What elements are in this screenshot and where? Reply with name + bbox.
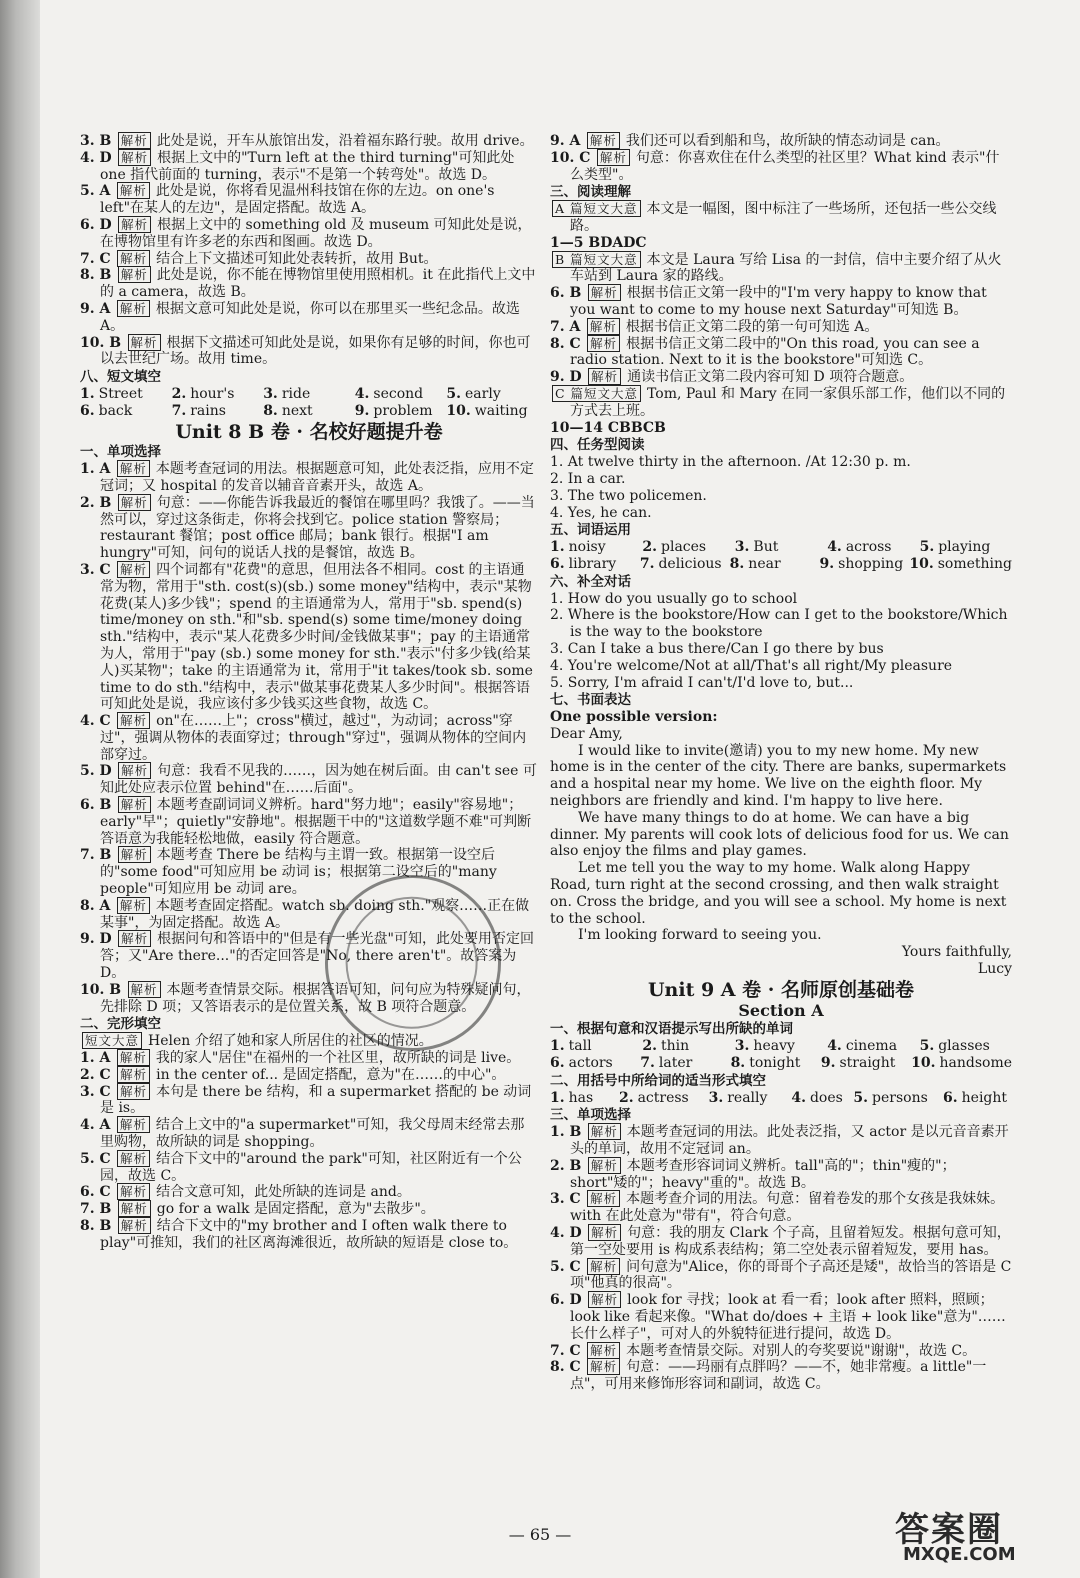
item-number: 4. C (80, 713, 111, 730)
grid-number: 9. (354, 402, 370, 419)
grid-number: 1. (550, 1038, 565, 1055)
item-text: 本题考查副词词义辨析。hard"努力地"；easily"容易地"；early"早"；quietly"安静地"。根据题干中的"这道数学题不难"可判断答语意为我能轻松地做，easily 符合题意。 (100, 797, 532, 847)
item-text: 我的家人"居住"在福州的一个社区里，故所缺的词是 live。 (155, 1050, 521, 1067)
analysis-tag: 解析 (587, 1358, 620, 1375)
item-number: 5. D (80, 763, 112, 780)
analysis-tag: 解析 (587, 1190, 620, 1207)
grid-number: 2. (642, 539, 658, 556)
analysis-tag: 解析 (587, 1258, 620, 1275)
letter-signature: Lucy (977, 961, 1012, 978)
answer-key: 10—14 CBBCB (550, 419, 666, 436)
grid-answer: 5. playing (919, 539, 991, 556)
item-number: 3. C (80, 1083, 111, 1100)
answer-list (80, 133, 538, 368)
grid-number: 3. (708, 1089, 724, 1106)
answer-item (550, 1158, 1012, 1192)
page-number: — 65 — (508, 1525, 572, 1544)
section-heading: 三、阅读理解 (550, 184, 631, 201)
analysis-tag: 解析 (118, 132, 151, 149)
item-text: 根据下文描述可知此处是说，如果你有足够的时间，你也可以去世纪广场。故用 time。 (100, 334, 531, 368)
summary-text: Tom, Paul 和 Mary 在同一家俱乐部工作，他们以不同的方式去上班。 (570, 385, 1006, 419)
answer-item (550, 336, 1012, 370)
item-text: 本题考查冠词的用法。根据题意可知，此处表泛指，应用不定冠词；又 hospital 的发音以辅音音素开头，故选 A。 (100, 461, 534, 494)
item-number: 9. A (550, 133, 581, 149)
word-answers-row (550, 1090, 1012, 1107)
answer-item (80, 1218, 538, 1252)
grid-answer: 10. something (909, 555, 1012, 572)
analysis-tag: 解析 (117, 460, 150, 477)
item-text: 此处是说，开车从旅馆出发，沿着福东路行驶。故用 drive。 (156, 133, 534, 149)
grid-answer: 7. later (640, 1055, 693, 1072)
grid-answer: 3. really (708, 1089, 768, 1106)
item-text: 句意：你喜欢住在什么类型的社区里？What kind 表示"什么类型"。 (570, 149, 1000, 183)
item-number: 8. B (80, 1218, 112, 1234)
summary-tag: B 篇短文大意 (552, 251, 641, 268)
grid-number: 4. (354, 385, 370, 402)
grid-answer: 5. glasses (919, 1038, 990, 1055)
item-number: 1. A (80, 461, 111, 478)
item-number: 7. B (80, 847, 112, 864)
grid-number: 2. (642, 1038, 658, 1055)
grid-number: 3. (734, 539, 750, 556)
grid-answer: 1. tall (550, 1038, 592, 1055)
item-number: 4. A (80, 1117, 111, 1134)
grid-answer: 2. actress (618, 1089, 689, 1106)
item-number: 3. C (80, 561, 111, 578)
analysis-tag: 解析 (117, 897, 150, 914)
item-number: 7. A (550, 318, 581, 335)
grid-answer: 9. straight (820, 1055, 896, 1072)
item-text: 句意：——玛丽有点胖吗？——不，她非常瘦。a little"一点"，可用来修饰形容词和副词，故选 C。 (570, 1359, 987, 1393)
watermark-brand: 答案圈 (895, 1510, 1003, 1550)
section-heading: 五、词语运用 (550, 522, 631, 539)
item-text: on"在……上"；cross"横过，越过"，为动词；across"穿过"，强调从物体的表面穿过；through"穿过"，强调从物体的空间内部穿过。 (100, 713, 527, 763)
answer-item (80, 1184, 538, 1201)
item-number: 8. C (550, 1359, 581, 1376)
item-text: 本题考查情景交际。根据答语可知，问句应为特殊疑问句，先排除 D 项；又答语表示的是位置关系，故 B 项符合题意。 (100, 981, 531, 1015)
grid-answer: 8. next (263, 402, 313, 419)
answer-item (80, 847, 538, 897)
analysis-tag: 解析 (117, 182, 150, 199)
grid-number: 1. (550, 1089, 565, 1106)
grid-number: 4. (791, 1089, 806, 1106)
grid-number: 9. (820, 1055, 836, 1072)
section-heading: 六、补全对话 (550, 573, 631, 590)
item-text: 根据问句和答语中的"但是有一些光盘"可知，此处要用否定回答；又"Are there..."的否定回答是"No, there aren't"。故答案为 D。 (100, 931, 534, 982)
word-answers-row (550, 1055, 1012, 1072)
fill-answers-row (80, 386, 538, 403)
answer-item (80, 251, 538, 268)
analysis-tag: 解析 (117, 1066, 150, 1083)
book-binding (0, 0, 40, 1578)
item-number: 4. D (80, 149, 112, 166)
item-number: 10. B (80, 334, 122, 351)
item-text: 根据书信正文第二段的第一句可知选 A。 (625, 318, 879, 335)
item-number: 6. D (80, 216, 112, 233)
passage-summary (550, 201, 1012, 235)
summary-tag: C 篇短文大意 (552, 385, 641, 402)
answer-line: 3. The two policemen. (550, 487, 707, 504)
answer-item (80, 1084, 538, 1118)
grid-answer: 2. places (642, 539, 707, 556)
analysis-tag: 解析 (588, 1123, 621, 1140)
analysis-tag: 解析 (128, 334, 161, 351)
answer-item (80, 217, 538, 251)
grid-answer: 2. thin (642, 1038, 690, 1055)
grid-number: 6. (943, 1089, 958, 1106)
item-text: 此处是说，你不能在博物馆里使用照相机。it 在此指代上文中的 a camera，故选 B。 (100, 267, 536, 301)
section-heading: 三、单项选择 (550, 1107, 631, 1124)
answer-item (80, 150, 538, 184)
grid-answer: 10. waiting (446, 402, 528, 419)
item-text: 根据书信正文第二段中的"On this road, you can see a radio station. Next to it is the bookstore"可知选 C。 (570, 335, 980, 369)
summary-tag: 短文大意 (82, 1032, 142, 1049)
item-text: 本题考查情景交际。对别人的夸奖要说"谢谢"，故选 C。 (626, 1342, 977, 1359)
grid-number: 7. (640, 1055, 655, 1072)
analysis-tag: 解析 (118, 1200, 151, 1217)
grid-answer: 4. second (354, 385, 424, 402)
summary-text: Helen 介绍了她和家人所居住的社区的情况。 (148, 1033, 433, 1050)
item-text: 句意：——你能告诉我最近的餐馆在哪里吗？我饿了。——当然可以，穿过这条街走，你将会找到它。police station 警察局；restaurant 餐馆；post office 邮局；bank 银行。根据"I am hungry"可知，问句的说话人找的是餐馆，故选 B。 (100, 494, 535, 562)
analysis-tag: 解析 (587, 335, 620, 352)
item-number: 7. C (80, 250, 111, 267)
grid-answer: 8. tonight (730, 1055, 801, 1072)
grid-answer: 3. heavy (734, 1038, 795, 1055)
analysis-tag: 解析 (117, 561, 150, 578)
analysis-tag: 解析 (117, 1049, 150, 1066)
item-text: 本题考查介词的用法。句意：留着卷发的那个女孩是我妹妹。with 在此处意为"带有"，符合句意。 (570, 1191, 1005, 1225)
grid-answer: 6. height (943, 1089, 1008, 1106)
letter-paragraph: We have many things to do at home. We can have a big dinner. My parents will cook lots of delicious food for us. We can also enjoy the films and play games. (550, 809, 1009, 860)
grid-number: 3. (263, 385, 278, 402)
answer-list (550, 1124, 1012, 1393)
watermark-url: MXQE.COM (903, 1544, 1016, 1565)
answer-item (550, 369, 1012, 386)
analysis-tag: 解析 (118, 796, 151, 813)
item-text: 结合下文中的"around the park"可知，社区附近有一个公园，故选 C。 (100, 1150, 522, 1184)
answer-item (550, 1124, 1012, 1158)
answer-item (80, 267, 538, 301)
item-text: in the center of... 是固定搭配，意为"在……的中心"。 (156, 1066, 506, 1083)
item-text: 本题考查形容词词义辨析。tall"高的"；thin"瘦的"；short"矮的"；heavy"重的"。故选 B。 (570, 1157, 956, 1191)
grid-answer: 5. early (446, 385, 501, 402)
word-answers-row (550, 1038, 1012, 1055)
item-text: 此处是说，你将看见温州科技馆在你的左边。on one's left"在某人的左边"，是固定搭配。故选 A。 (100, 183, 495, 217)
item-number: 5. C (550, 1258, 581, 1275)
item-text: 根据文意可知此处是说，你可以在那里买一些纪念品。故选 A。 (100, 300, 520, 334)
answer-line: 2. Where is the bookstore/How can I get to the bookstore/Which is the way to the bookstore (550, 607, 1008, 641)
letter-closing: Yours faithfully, (901, 944, 1012, 961)
answer-list (550, 133, 1012, 183)
item-text: 问句意为"Alice，你的哥哥个子高还是矮"，故恰当的答语是 C 项"他真的很高"。 (570, 1258, 1012, 1292)
grid-answer: 1. Street (80, 385, 143, 402)
grid-number: 5. (446, 385, 462, 402)
analysis-tag: 解析 (587, 132, 620, 149)
grid-answer: 9. problem (354, 402, 433, 419)
analysis-tag: 解析 (117, 300, 150, 317)
grid-answer: 6. back (80, 402, 133, 419)
section-heading: 七、书面表达 (550, 692, 631, 709)
item-number: 5. C (80, 1150, 111, 1167)
left-column (80, 133, 538, 1252)
section-heading: 二、用括号中所给词的适当形式填空 (550, 1072, 766, 1089)
grid-answer: 4. across (827, 539, 892, 556)
analysis-tag: 解析 (117, 1116, 150, 1133)
answer-item (80, 1117, 538, 1151)
answer-line: 2. In a car. (550, 470, 626, 487)
analysis-tag: 解析 (588, 368, 621, 385)
unit-title: Unit 9 A 卷 · 名师原创基础卷 (647, 978, 915, 1001)
answer-item (550, 285, 1012, 319)
answer-item (80, 797, 538, 847)
item-number: 2. B (550, 1157, 582, 1174)
answer-item (550, 1225, 1012, 1259)
analysis-tag: 解析 (118, 762, 151, 779)
grid-answer: 1. noisy (550, 539, 606, 556)
answer-item (80, 335, 538, 369)
task-answers (550, 454, 1012, 521)
item-text: 结合上下文描述可知此处表转折，故用 But。 (156, 250, 438, 267)
grid-answer: 6. actors (550, 1055, 613, 1072)
word-answers-row (550, 556, 1012, 573)
analysis-tag: 解析 (587, 1342, 620, 1359)
item-number: 1. A (80, 1050, 111, 1067)
grid-answer: 7. delicious (639, 555, 722, 572)
analysis-tag: 解析 (118, 494, 151, 511)
item-text: 本题考查固定搭配。watch sb. doing sth."观察……正在做某事"，为固定搭配。故选 A。 (100, 897, 530, 931)
analysis-tag: 解析 (117, 1083, 150, 1100)
answer-item (550, 150, 1012, 184)
analysis-tag: 解析 (128, 981, 161, 998)
item-number: 3. B (80, 133, 112, 149)
item-text: 本句是 there be 结构，和 a supermarket 搭配的 be 动词是 is。 (100, 1083, 532, 1117)
letter-paragraph: I'm looking forward to seeing you. (578, 927, 822, 944)
answer-item (550, 1259, 1012, 1293)
grid-number: 8. (729, 555, 745, 572)
analysis-tag: 解析 (117, 250, 150, 267)
grid-number: 4. (827, 1038, 842, 1055)
answer-item (80, 183, 538, 217)
grid-answer: 8. near (729, 555, 781, 572)
grid-number: 10. (909, 555, 934, 572)
item-number: 9. D (550, 369, 582, 386)
item-number: 3. C (550, 1191, 581, 1208)
item-number: 8. B (80, 267, 112, 284)
sample-letter (550, 709, 1012, 978)
answer-line: 3. Can I take a bus there/Can I go there by bus (550, 640, 884, 657)
grid-number: 4. (827, 539, 842, 556)
grid-answer: 2. hour's (171, 385, 235, 402)
answer-line: 1. At twelve thirty in the afternoon. /At 12:30 p. m. (550, 454, 911, 471)
passage-summary (550, 252, 1012, 286)
grid-number: 9. (819, 555, 835, 572)
grid-answer: 4. cinema (827, 1038, 898, 1055)
answer-item (80, 301, 538, 335)
grid-answer: 9. shopping (819, 555, 904, 572)
item-number: 6. B (550, 285, 582, 302)
answer-item (80, 713, 538, 763)
item-number: 8. C (550, 335, 581, 352)
answer-line: 5. Sorry, I'm afraid I can't/I'd love to, but... (550, 674, 854, 691)
unit-title: Unit 8 B 卷 · 名校好题提升卷 (175, 420, 443, 443)
right-column (550, 133, 1012, 1393)
answer-item (80, 1050, 538, 1067)
grid-answer: 1. has (550, 1089, 594, 1106)
answer-item (80, 1201, 538, 1218)
grid-answer: 7. rains (171, 402, 226, 419)
answer-line: 4. Yes, he can. (550, 504, 652, 521)
answer-list (550, 285, 1012, 386)
answer-line: 1. How do you usually go to school (550, 590, 798, 607)
grid-number: 1. (550, 539, 565, 556)
letter-paragraph: Let me tell you the way to my home. Walk along Happy Road, turn right at the second crossing, and then walk straight on. Cross the bridge, and you will see a school. My home is next to the school. (550, 860, 1007, 927)
grid-number: 5. (919, 539, 935, 556)
item-text: 结合下文中的"my brother and I often walk there to play"可推知，我们的社区离海滩很近，故所缺的短语是 close to。 (100, 1218, 518, 1251)
item-text: 四个词都有"花费"的意思，但用法各不相同。cost 的主语通常为物，常用于"sth. cost(s)(sb.) some money"结构中，表示"某物花费(某人)多少钱"；spend 的主语通常为人，常用于"sb. spend(s) time/money on sth."和"sb. spend(s) some time/money doing sth."结构中，表示"某人花费多少时间/金钱做某事"；pay 的主语通常为人，常用于"pay (sb.) some money for sth."表示"付多少钱(给某人)买某物"；take 的主语通常为 it，常用于"it takes/took sb. some time to do sth."结构中，表示"做某事花费某人多少时间"。根据答语可知此处是说，我应该付多少钱买这些食物，故选 C。 (100, 561, 533, 713)
item-number: 6. C (80, 1184, 111, 1201)
item-text: 句意：我看不见我的……，因为她在树后面。由 can't see 可知此处应表示位置 behind"在……后面"。 (100, 763, 537, 797)
grid-answer: 3. ride (263, 385, 311, 402)
analysis-tag: 解析 (117, 712, 150, 729)
answer-item (80, 562, 538, 713)
item-text: 结合上文中的"a supermarket"可知，我父母周末经常去那里购物，故所缺的词是 shopping。 (100, 1117, 525, 1151)
analysis-tag: 解析 (118, 846, 151, 863)
answer-key: 1—5 BDADC (550, 234, 647, 251)
item-number: 6. B (80, 797, 112, 814)
item-number: 7. C (550, 1342, 581, 1359)
grid-number: 3. (734, 1038, 750, 1055)
analysis-tag: 解析 (117, 1183, 150, 1200)
answer-item (80, 1151, 538, 1185)
summary-text: 本文是一幅图，图中标注了一些场所，还包括一些公交线路。 (570, 201, 997, 234)
answer-item (550, 1191, 1012, 1225)
item-text: go for a walk 是固定搭配，意为"去散步"。 (156, 1201, 435, 1218)
item-text: look for 寻找；look at 看一看；look after 照料，照顾；look like 看起来像。"What do/does + 主语 + look like"意为"……长什么样子"，可对人的外貌特征进行提问，故选 D。 (570, 1292, 1006, 1342)
fill-answers-row (80, 403, 538, 420)
analysis-tag: 解析 (587, 318, 620, 335)
grid-number: 6. (550, 1055, 565, 1072)
item-number: 8. A (80, 897, 111, 914)
analysis-tag: 解析 (597, 149, 630, 166)
grid-answer: 4. does (791, 1089, 843, 1106)
section-heading: 二、完形填空 (80, 1016, 161, 1033)
grid-number: 6. (80, 402, 95, 419)
grid-number: 2. (171, 385, 187, 402)
item-text: 本题考查冠词的用法。此处表泛指，又 actor 是以元音音素开头的单词，故用不定冠词 an。 (570, 1124, 1009, 1158)
analysis-tag: 解析 (118, 266, 151, 283)
grid-number: 8. (730, 1055, 746, 1072)
answer-item (80, 461, 538, 495)
analysis-tag: 解析 (117, 1150, 150, 1167)
answer-item (550, 319, 1012, 336)
section-heading: 四、任务型阅读 (550, 437, 645, 454)
section-heading: 八、短文填空 (80, 369, 161, 386)
item-number: 1. B (550, 1124, 582, 1141)
watermark-logo (895, 1502, 1045, 1566)
grid-number: 1. (80, 385, 95, 402)
item-text: 根据上文中的 something old 及 museum 可知此处是说，在博物馆里有许多老的东西和图画。故选 D。 (100, 216, 532, 250)
item-text: 本题考查 There be 结构与主谓一致。根据第一设空后的"some food"可知应用 be 动词 is；根据第二设空后的"many people"可知应用 be 动词 are。 (100, 847, 497, 898)
answer-item (80, 763, 538, 797)
grid-number: 6. (550, 555, 565, 572)
answer-item (550, 1359, 1012, 1393)
answer-item (80, 1067, 538, 1084)
word-answers-row (550, 539, 1012, 556)
analysis-tag: 解析 (118, 216, 151, 233)
grid-number: 8. (263, 402, 278, 419)
item-number: 10. C (550, 149, 591, 166)
analysis-tag: 解析 (118, 149, 151, 166)
item-text: 根据上文中的"Turn left at the third turning"可知此处 one 指代前面的 turning，表示"不是第一个转弯处"。故选 D。 (100, 149, 515, 183)
dialog-answers (550, 591, 1012, 692)
item-text: 句意：我的朋友 Clark 个子高，且留着短发。根据句意可知，第一空处要用 is 构成系表结构；第二空处表示留着短发，要用 has。 (570, 1225, 1011, 1258)
item-number: 4. D (550, 1225, 582, 1241)
answer-line: 4. You're welcome/Not at all/That's all right/My pleasure (550, 657, 953, 674)
version-label: One possible version: (550, 709, 718, 726)
letter-greeting: Dear Amy, (550, 725, 623, 742)
analysis-tag: 解析 (588, 1291, 621, 1308)
answer-item (550, 1292, 1012, 1342)
section-heading: 一、单项选择 (80, 444, 161, 461)
section-heading: 一、根据句意和汉语提示写出所缺的单词 (550, 1021, 793, 1038)
item-number: 2. C (80, 1066, 111, 1083)
answer-item (550, 1343, 1012, 1360)
grid-number: 7. (171, 402, 187, 419)
item-number: 9. D (80, 931, 112, 948)
summary-tag: A 篇短文大意 (552, 200, 641, 217)
item-number: 5. A (80, 183, 111, 200)
analysis-tag: 解析 (118, 1217, 151, 1234)
answer-list (80, 1050, 538, 1252)
analysis-tag: 解析 (588, 284, 621, 301)
summary-text: 本文是 Laura 写给 Lisa 的一封信，信中主要介绍了从火车站到 Laura 家的路线。 (570, 251, 1002, 285)
grid-number: 7. (639, 555, 655, 572)
answer-item (80, 495, 538, 562)
analysis-tag: 解析 (588, 1224, 621, 1241)
analysis-tag: 解析 (118, 930, 151, 947)
grid-number: 5. (853, 1089, 869, 1106)
answer-item (550, 133, 1012, 150)
grid-number: 5. (919, 1038, 935, 1055)
grid-answer: 10. handsome (911, 1055, 1012, 1072)
grid-number: 10. (446, 402, 471, 419)
item-number: 9. A (80, 300, 111, 317)
item-number: 10. B (80, 981, 122, 998)
item-number: 2. B (80, 494, 112, 511)
answer-item (80, 133, 538, 150)
grid-answer: 6. library (550, 555, 617, 572)
passage-summary (80, 1033, 538, 1050)
section-title: Section A (738, 1000, 824, 1020)
grid-answer: 3. But (734, 539, 779, 556)
passage-summary (550, 386, 1012, 420)
analysis-tag: 解析 (588, 1157, 621, 1174)
item-number: 6. D (550, 1292, 582, 1309)
item-text: 我们还可以看到船和鸟，故所缺的情态动词是 can。 (625, 133, 950, 149)
item-text: 结合文意可知，此处所缺的连词是 and。 (156, 1184, 411, 1201)
letter-paragraph: I would like to invite(邀请) you to my new home. My new home is in the center of the city. There are banks, supermarkets and a hospital near my home. We live on the eighth floor. My neighbors are friendly and kind. I'm happy to live here. (550, 742, 1007, 810)
item-text: 根据书信正文第一段中的"I'm very happy to know that you want to come to my house next Saturday"可知选 B。 (570, 285, 987, 318)
item-number: 7. B (80, 1201, 112, 1218)
grid-number: 2. (618, 1089, 634, 1106)
item-text: 通读书信正文第二段内容可知 D 项符合题意。 (627, 369, 914, 386)
grid-number: 10. (911, 1055, 936, 1072)
grid-answer: 5. persons (853, 1089, 928, 1106)
